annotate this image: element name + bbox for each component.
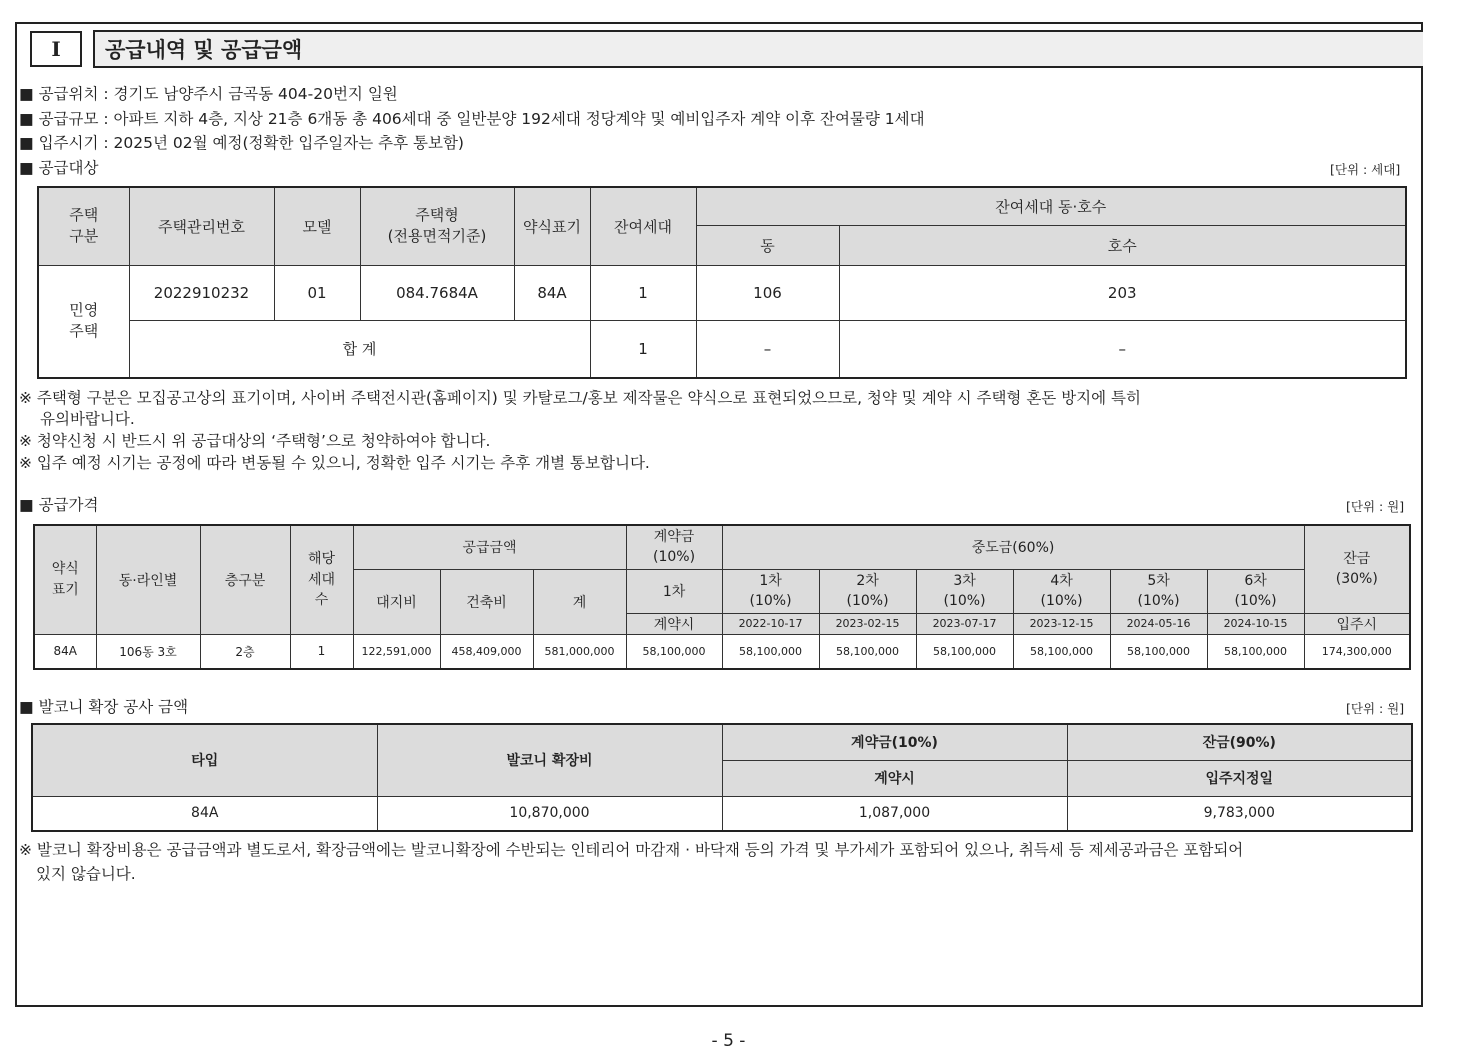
th-dong-line: 동·라인별 — [96, 525, 200, 634]
th-balance-when: 입주시 — [1304, 613, 1410, 634]
th-middle-2-date: 2023-02-15 — [819, 613, 916, 634]
th-middle-6: 6차 (10%) — [1207, 569, 1304, 613]
note-house-type-cont: 유의바랍니다. — [40, 410, 135, 428]
th-middle-2: 2차 (10%) — [819, 569, 916, 613]
th-balance: 잔금 (30%) — [1304, 525, 1410, 613]
unit-label-won-1: [단위 : 원] — [1346, 499, 1405, 514]
th-dong: 동 — [696, 225, 839, 265]
cell-middle-4: 58,100,000 — [1013, 634, 1110, 669]
th-middle-3: 3차 (10%) — [916, 569, 1013, 613]
supply-target-heading: ■ 공급대상 — [19, 159, 99, 177]
th-balcony-balance: 잔금(90%) — [1067, 724, 1412, 760]
balcony-table — [31, 723, 1413, 832]
cell-balcony-balance: 9,783,000 — [1067, 796, 1412, 831]
th-deposit-1: 1차 — [626, 569, 722, 613]
th-abbr: 약식표기 — [514, 187, 590, 265]
page-number: - 5 - — [711, 1031, 746, 1051]
th-abbr-2: 약식 표기 — [34, 525, 96, 634]
cell-abbr-2: 84A — [34, 634, 96, 669]
cell-dong: 106 — [696, 265, 839, 320]
section-title: 공급내역 및 공급금액 — [93, 30, 1423, 68]
note-balcony-cont: 있지 않습니다. — [36, 865, 136, 883]
cell-units: 1 — [290, 634, 353, 669]
cell-middle-5: 58,100,000 — [1110, 634, 1207, 669]
th-balcony-balance-when: 입주지정일 — [1067, 760, 1412, 796]
cell-middle-3: 58,100,000 — [916, 634, 1013, 669]
cell-middle-6: 58,100,000 — [1207, 634, 1304, 669]
cell-total-ho: – — [839, 320, 1406, 378]
th-land-cost: 대지비 — [353, 569, 440, 634]
cell-floor: 2층 — [200, 634, 290, 669]
th-middle-4-date: 2023-12-15 — [1013, 613, 1110, 634]
cell-house-type: 084.7684A — [360, 265, 514, 320]
th-middle-5-date: 2024-05-16 — [1110, 613, 1207, 634]
supply-target-table — [37, 186, 1407, 379]
th-house-class: 주택 구분 — [38, 187, 129, 265]
th-remaining: 잔여세대 — [590, 187, 696, 265]
note-balcony: ※ 발코니 확장비용은 공급금액과 별도로서, 확장금액에는 발코니확장에 수반되는 인테리어 마감재 · 바닥재 등의 가격 및 부가세가 포함되어 있으나, 취득세 등 제세공과금은 포함되어 — [19, 841, 1244, 859]
th-balcony-cost: 발코니 확장비 — [377, 724, 722, 796]
th-floor: 층구분 — [200, 525, 290, 634]
th-balcony-deposit: 계약금(10%) — [722, 724, 1067, 760]
th-middle-4: 4차 (10%) — [1013, 569, 1110, 613]
cell-middle-1: 58,100,000 — [722, 634, 819, 669]
th-supply-amount: 공급금액 — [353, 525, 626, 569]
cell-mgmt-no: 2022910232 — [129, 265, 274, 320]
th-building-cost: 건축비 — [440, 569, 533, 634]
note-apply: ※ 청약신청 시 반드시 위 공급대상의 ‘주택형’으로 청약하여야 합니다. — [19, 432, 491, 450]
th-deposit-when: 계약시 — [626, 613, 722, 634]
th-deposit: 계약금 (10%) — [626, 525, 722, 569]
cell-total-label: 합 계 — [129, 320, 590, 378]
th-balcony-deposit-when: 계약시 — [722, 760, 1067, 796]
note-house-type: ※ 주택형 구분은 모집공고상의 표기이며, 사이버 주택전시관(홈페이지) 및 카탈로그/홍보 제작물은 약식으로 표현되었으므로, 청약 및 계약 시 주택형 혼돈 방지에 특히 — [19, 389, 1141, 407]
th-middle-payment: 중도금(60%) — [722, 525, 1304, 569]
th-model: 모델 — [274, 187, 360, 265]
cell-house-class: 민영 주택 — [38, 265, 129, 378]
cell-total-dong: – — [696, 320, 839, 378]
cell-middle-2: 58,100,000 — [819, 634, 916, 669]
th-middle-5: 5차 (10%) — [1110, 569, 1207, 613]
th-sum: 계 — [533, 569, 626, 634]
th-ho: 호수 — [839, 225, 1406, 265]
cell-abbr: 84A — [514, 265, 590, 320]
move-in-period: ■ 입주시기 : 2025년 02월 예정(정확한 입주일자는 추후 통보함) — [19, 134, 464, 152]
cell-ho: 203 — [839, 265, 1406, 320]
supply-price-table — [33, 524, 1411, 670]
note-move-in: ※ 입주 예정 시기는 공정에 따라 변동될 수 있으니, 정확한 입주 시기는 추후 개별 통보합니다. — [19, 454, 650, 472]
section-number: I — [30, 31, 82, 67]
cell-model: 01 — [274, 265, 360, 320]
cell-remaining: 1 — [590, 265, 696, 320]
cell-balcony-deposit: 1,087,000 — [722, 796, 1067, 831]
th-middle-3-date: 2023-07-17 — [916, 613, 1013, 634]
cell-dong-line: 106동 3호 — [96, 634, 200, 669]
supply-scale: ■ 공급규모 : 아파트 지하 4층, 지상 21층 6개동 총 406세대 중 일반분양 192세대 정당계약 및 예비입주자 계약 이후 잔여물량 1세대 — [19, 110, 925, 128]
th-middle-1-date: 2022-10-17 — [722, 613, 819, 634]
cell-balcony-type: 84A — [32, 796, 377, 831]
cell-deposit: 58,100,000 — [626, 634, 722, 669]
th-mgmt-no: 주택관리번호 — [129, 187, 274, 265]
cell-balcony-cost: 10,870,000 — [377, 796, 722, 831]
cell-total-remaining: 1 — [590, 320, 696, 378]
cell-land: 122,591,000 — [353, 634, 440, 669]
supply-price-heading: ■ 공급가격 — [19, 496, 99, 514]
balcony-heading: ■ 발코니 확장 공사 금액 — [19, 698, 189, 716]
th-middle-6-date: 2024-10-15 — [1207, 613, 1304, 634]
unit-label-won-2: [단위 : 원] — [1346, 701, 1405, 716]
unit-label-households: [단위 : 세대] — [1330, 162, 1401, 177]
th-house-type: 주택형 (전용면적기준) — [360, 187, 514, 265]
cell-sum: 581,000,000 — [533, 634, 626, 669]
th-type: 타입 — [32, 724, 377, 796]
cell-balance: 174,300,000 — [1304, 634, 1410, 669]
cell-building: 458,409,000 — [440, 634, 533, 669]
th-units: 해당 세대 수 — [290, 525, 353, 634]
th-remaining-dong-ho: 잔여세대 동·호수 — [696, 187, 1406, 225]
th-middle-1: 1차 (10%) — [722, 569, 819, 613]
supply-location: ■ 공급위치 : 경기도 남양주시 금곡동 404-20번지 일원 — [19, 85, 398, 103]
